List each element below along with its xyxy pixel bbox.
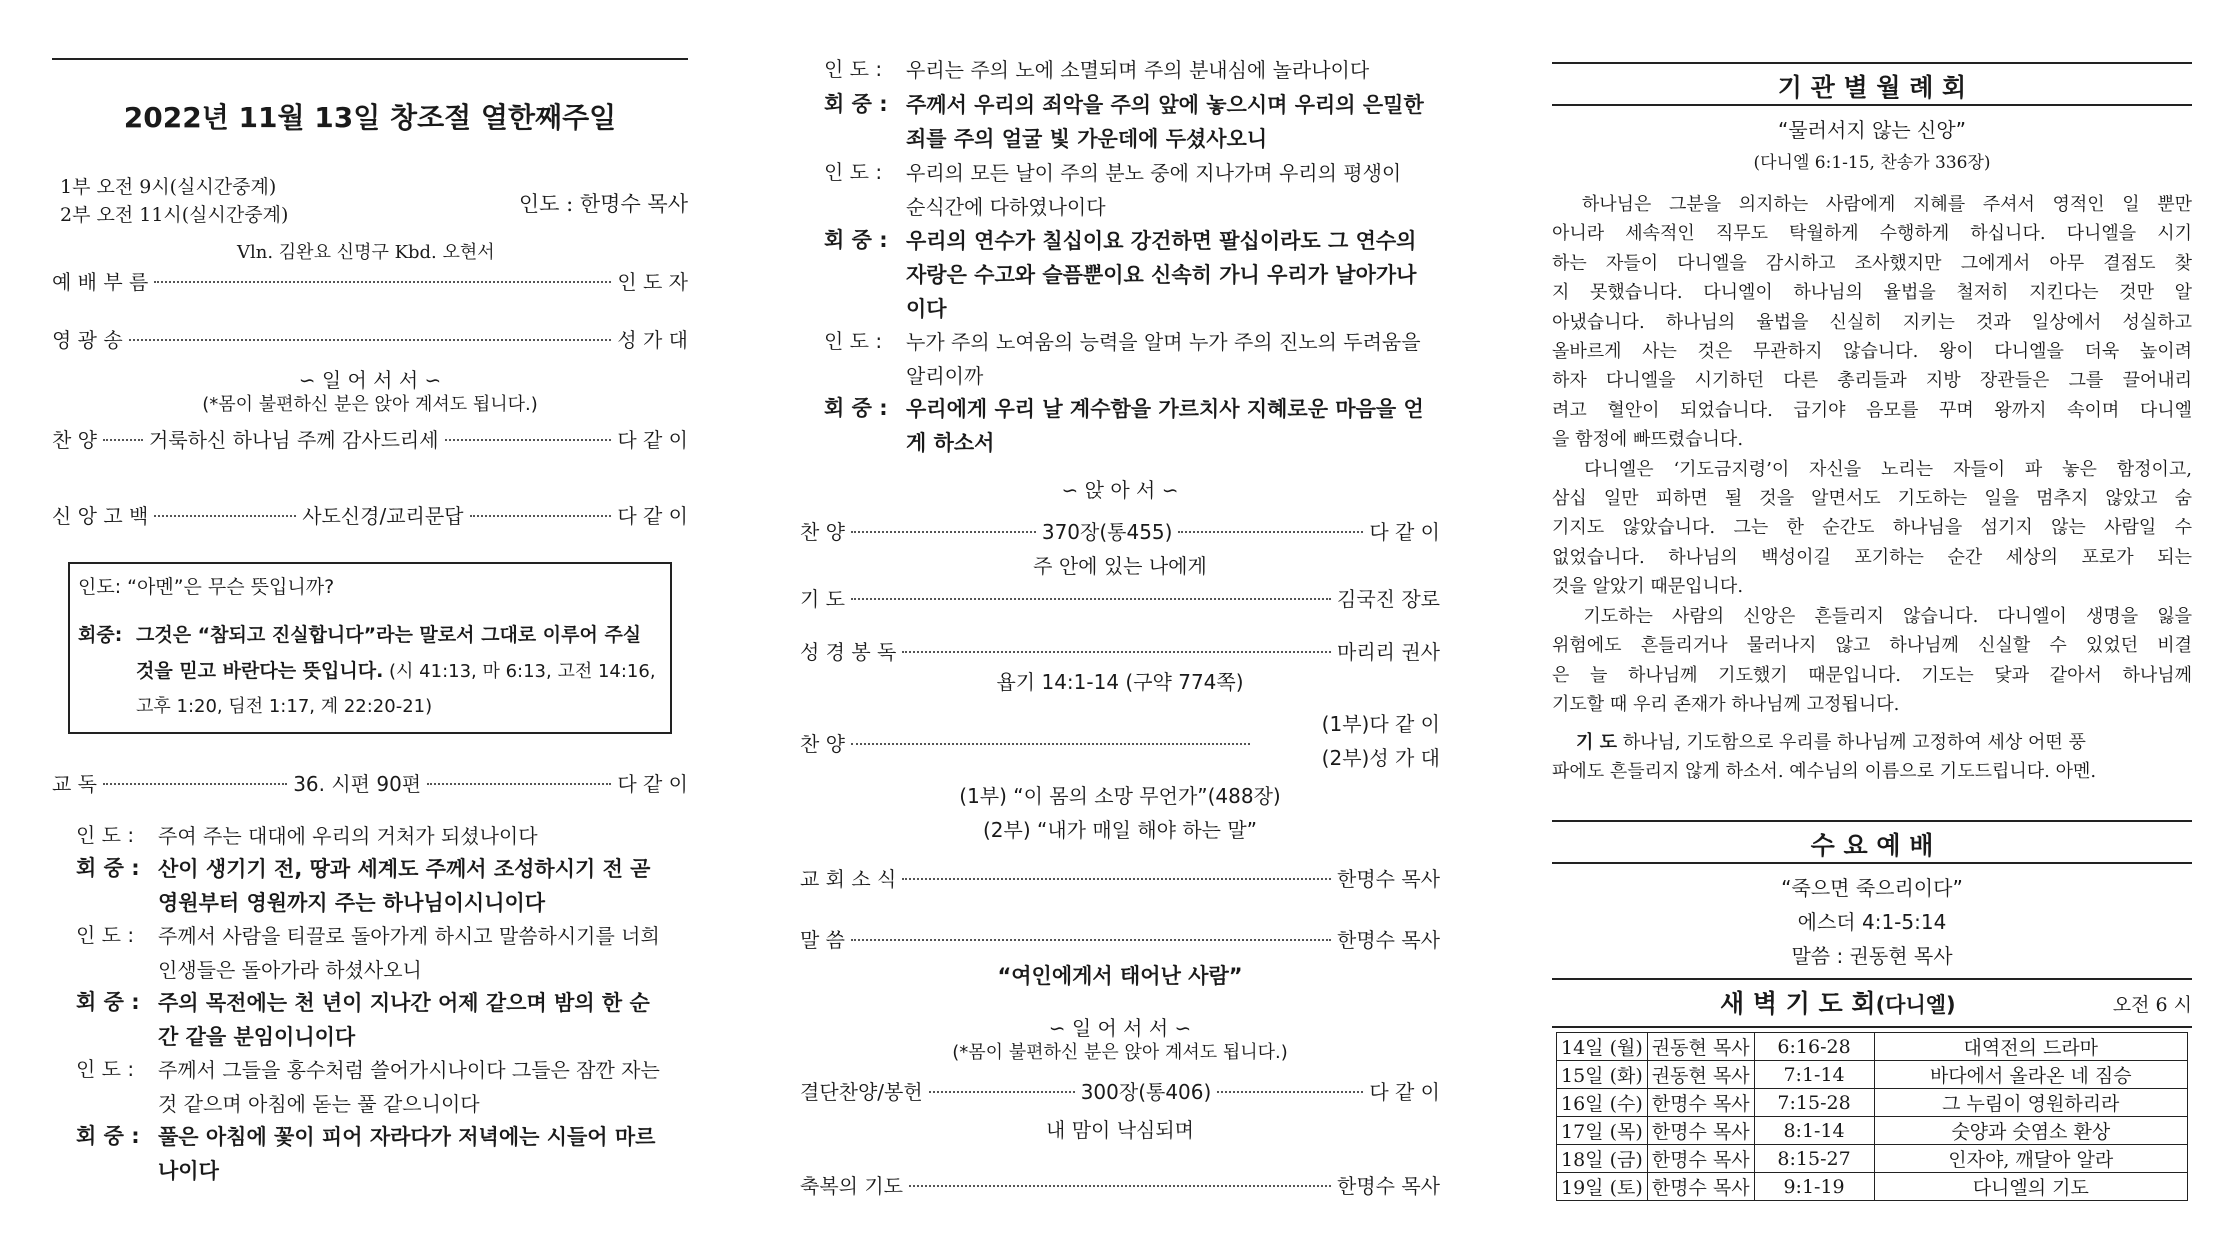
reading-congregation [824, 392, 1424, 460]
dot-leader [851, 743, 1250, 745]
schedule-passage: 8:1-14 [1754, 1117, 1874, 1145]
devotional-line: 을 함정에 빠뜨렸습니다. [1552, 429, 1744, 451]
reading-leader [824, 53, 1424, 87]
dot-leader [902, 878, 1331, 880]
hymn-title: 주 안에 있는 나에게 [1033, 554, 1207, 578]
devotional-line: 기지도 않았습니다. 그는 한 순간도 하나님을 섬기지 않는 사람일 수 [1552, 517, 2192, 539]
sit-marker: ∽ 앉 아 서 ∽ [1061, 478, 1179, 502]
prayer-text: 하나님, 기도함으로 우리를 하나님께 고정하여 세상 어떤 풍 [1622, 732, 2086, 753]
order-label: 성 경 봉 독 [800, 640, 897, 664]
schedule-preacher: 한명수 목사 [1647, 1145, 1754, 1173]
dot-leader [851, 531, 1036, 533]
reading-congregation [76, 1120, 666, 1188]
top-rule [52, 58, 688, 60]
schedule-topic: 바다에서 올라온 네 짐승 [1874, 1061, 2187, 1089]
dawn-prayer-title: 새 벽 기 도 회 [1720, 989, 1876, 1018]
order-responsive-reading [52, 768, 688, 797]
order-label: 축복의 기도 [800, 1174, 903, 1198]
order-middle: 370장(통455) [1041, 520, 1173, 544]
dawn-prayer-book: (다니엘) [1875, 993, 1956, 1017]
order-label: 교 독 [52, 772, 97, 796]
stand-marker: ∽ 일 어 서 서 ∽ [1048, 1016, 1192, 1040]
order-label: 신 앙 고 백 [52, 504, 149, 528]
dot-leader [909, 1185, 1331, 1187]
wednesday-service-title: 수 요 예 배 [1810, 831, 1934, 860]
dot-leader [929, 1091, 1075, 1093]
schedule-passage: 6:16-28 [1754, 1033, 1874, 1061]
devotional-line: 하는 자들이 다니엘을 감시하고 조사했지만 그에게서 아무 결점도 찾 [1552, 252, 2192, 274]
catechism-answer-line-2 [136, 656, 656, 683]
schedule-topic: 숫양과 숫염소 환상 [1874, 1117, 2187, 1145]
order-creed [52, 500, 688, 529]
dawn-prayer-heading [1720, 984, 1956, 1020]
order-middle: 300장(통406) [1080, 1080, 1212, 1104]
order-label: 기 도 [800, 587, 845, 611]
reading-congregation [76, 852, 666, 920]
order-right: 인 도 자 [617, 270, 688, 294]
devotional-line: 것을 알았기 때문입니다. [1552, 576, 1744, 598]
order-call-to-worship [52, 266, 688, 295]
anthem-leader-2: (2부)성 가 대 [1321, 746, 1440, 770]
dot-leader [851, 598, 1331, 600]
reading-leader [76, 819, 666, 853]
reading-speaker: 회 중 : [76, 990, 140, 1014]
reading-speaker: 인 도 : [76, 823, 135, 847]
table-row [1557, 1173, 2188, 1201]
scripture-reference: 욥기 14:1-14 (구약 774쪽) [996, 670, 1244, 694]
schedule-preacher: 권동현 목사 [1647, 1061, 1754, 1089]
reading-speaker: 회 중 : [824, 396, 888, 420]
service-time-1: 1부 오전 9시(실시간중계) [60, 176, 277, 198]
devotional-line: 기도하는 사람의 신앙은 흔들리지 않습니다. 다니엘이 생명을 잃을 [1552, 605, 2192, 627]
order-middle: 36. 시편 90편 [293, 772, 422, 796]
order-hymn-1 [52, 424, 688, 453]
order-label: 영 광 송 [52, 328, 123, 352]
catechism-answer-line-3: 고후 1:20, 딤전 1:17, 계 22:20-21) [136, 696, 433, 717]
wednesday-preacher: 말씀 : 권동현 목사 [1791, 944, 1953, 968]
prayer-line-1 [1576, 728, 2086, 757]
schedule-topic: 다니엘의 기도 [1874, 1173, 2187, 1201]
devotional-body [1552, 190, 2192, 719]
dot-leader [154, 515, 296, 517]
reading-congregation [824, 88, 1424, 156]
order-sermon [800, 924, 1440, 953]
order-hymn-2 [800, 516, 1440, 545]
reading-text: 산이 생기기 전, 땅과 세계도 주께서 조성하시기 전 곧 영원부터 영원까지 주는 하나님이시니이다 [158, 857, 651, 915]
table-row [1557, 1061, 2188, 1089]
schedule-date: 18일 (금) [1557, 1145, 1648, 1173]
order-middle: 사도신경/교리문답 [302, 504, 464, 528]
dot-leader [1178, 531, 1363, 533]
dot-leader [129, 339, 612, 341]
monthly-reference: (다니엘 6:1-15, 찬송가 336장) [1753, 153, 1991, 173]
dawn-prayer-schedule [1556, 1032, 2188, 1201]
prayer-label: 기 도 [1576, 732, 1618, 753]
section-rule [1552, 104, 2192, 106]
section-rule [1552, 978, 2192, 980]
schedule-date: 16일 (수) [1557, 1089, 1648, 1117]
section-rule [1552, 62, 2192, 64]
order-middle: 거룩하신 하나님 주께 감사드리세 [149, 428, 439, 452]
service-time-2: 2부 오전 11시(실시간중계) [60, 204, 289, 226]
stand-note: (*몸이 불편하신 분은 앉아 계셔도 됩니다.) [202, 394, 538, 415]
reading-leader [824, 325, 1424, 393]
order-right: 다 같 이 [617, 428, 688, 452]
monthly-subtitle: “물러서지 않는 신앙” [1778, 118, 1966, 142]
dot-leader [1217, 1091, 1363, 1093]
order-label: 말 씀 [800, 928, 845, 952]
devotional-line: 기도할 때 우리 존재가 하나님께 고정됩니다. [1552, 693, 1900, 715]
dot-leader [103, 783, 287, 785]
reading-text: 우리의 연수가 칠십이요 강건하면 팔십이라도 그 연수의 자랑은 수고와 슬픔뿐이요 신속히 가니 우리가 날아가나이다 [906, 229, 1417, 321]
musicians: Vln. 김완요 신명구 Kbd. 오현서 [237, 242, 495, 263]
devotional-line: 올바르게 사는 것은 무관하지 않습니다. 왕이 다니엘을 더욱 높이려 [1552, 341, 2192, 363]
devotional-line: 하자 다니엘을 시기하던 다른 총리들과 지방 장관들은 그를 끌어내리 [1552, 370, 2192, 392]
section-rule [1552, 862, 2192, 864]
schedule-preacher: 한명수 목사 [1647, 1089, 1754, 1117]
catechism-question: 인도: “아멘”은 무슨 뜻입니까? [78, 576, 335, 598]
anthem-title-2: (2부) “내가 매일 해야 하는 말” [982, 818, 1258, 842]
order-label: 교 회 소 식 [800, 867, 897, 891]
order-commitment [800, 1076, 1440, 1105]
wednesday-reference: 에스더 4:1-5:14 [1797, 910, 1947, 934]
dot-leader [470, 515, 612, 517]
reading-speaker: 회 중 : [76, 1124, 140, 1148]
reading-text: 주께서 우리의 죄악을 주의 앞에 놓으시며 우리의 은밀한 죄를 주의 얼굴 빛 가운데에 두셨사오니 [906, 93, 1424, 151]
dot-leader [427, 783, 611, 785]
devotional-line: 아냈습니다. 하나님의 율법을 신실히 지키는 것과 일상에서 성실하고 [1552, 311, 2192, 333]
reading-speaker: 인 도 : [76, 1057, 135, 1081]
devotional-line: 지 못했습니다. 다니엘이 하나님의 율법을 철저히 지킨다는 것만 알 [1552, 282, 2192, 304]
reading-speaker: 회 중 : [824, 92, 888, 116]
catechism-answer-label: 회중: [78, 624, 123, 646]
stand-marker: ∽ 일 어 서 서 ∽ [298, 368, 442, 392]
devotional-line: 은 늘 하나님께 기도했기 때문입니다. 기도는 닻과 같아서 하나님께 [1552, 664, 2192, 686]
reading-congregation [76, 986, 666, 1054]
catechism-box [68, 562, 672, 734]
devotional-line: 다니엘은 ‘기도금지령’이 자신을 노리는 자들이 파 놓은 함정이고, [1552, 458, 2192, 480]
order-right: 다 같 이 [617, 504, 689, 528]
section-rule [1552, 820, 2192, 822]
devotional-line: 없었습니다. 하나님의 백성이길 포기하는 순간 세상의 포로가 되는 [1552, 546, 2192, 568]
reading-leader [76, 1053, 666, 1121]
schedule-date: 17일 (목) [1557, 1117, 1648, 1145]
schedule-passage: 7:1-14 [1754, 1061, 1874, 1089]
schedule-preacher: 한명수 목사 [1647, 1117, 1754, 1145]
dot-leader [154, 281, 611, 283]
schedule-passage: 7:15-28 [1754, 1089, 1874, 1117]
commitment-hymn-title: 내 맘이 낙심되며 [1046, 1118, 1194, 1142]
order-label: 찬 양 [800, 520, 845, 544]
schedule-topic: 대역전의 드라마 [1874, 1033, 2187, 1061]
table-row [1557, 1145, 2188, 1173]
schedule-date: 15일 (화) [1557, 1061, 1648, 1089]
order-right: 한명수 목사 [1337, 867, 1440, 891]
reading-text: 풀은 아침에 꽃이 피어 자라다가 저녁에는 시들어 마르나이다 [158, 1125, 656, 1183]
order-label: 찬 양 [52, 428, 97, 452]
prayer-line-2: 파에도 흔들리지 않게 하소서. 예수님의 이름으로 기도드립니다. 아멘. [1552, 761, 2097, 782]
reading-leader [76, 919, 666, 987]
reading-leader [824, 156, 1424, 224]
column-1 [52, 0, 688, 1234]
reading-speaker: 인 도 : [824, 57, 883, 81]
schedule-preacher: 한명수 목사 [1647, 1173, 1754, 1201]
order-doxology [52, 324, 688, 353]
reading-text: 주께서 사람을 티끌로 돌아가게 하시고 말씀하시기를 너희 인생들은 돌아가라 하셨사오니 [158, 924, 660, 982]
anthem-title-1: (1부) “이 몸의 소망 무언가”(488장) [959, 784, 1281, 808]
schedule-passage: 8:15-27 [1754, 1145, 1874, 1173]
anthem-leader-1: (1부)다 같 이 [1321, 712, 1440, 736]
page-title: 2022년 11월 13일 창조절 열한째주일 [123, 101, 617, 134]
wednesday-subtitle: “죽으면 죽으리이다” [1781, 876, 1963, 900]
dawn-prayer-rows [1557, 1033, 2188, 1201]
dot-leader [445, 439, 612, 441]
section-rule [1552, 1026, 2192, 1028]
schedule-passage: 9:1-19 [1754, 1173, 1874, 1201]
devotional-line: 하나님은 그분을 의지하는 사람에게 지혜를 주셔서 영적인 일 뿐만 [1552, 194, 2192, 215]
dot-leader [851, 939, 1331, 941]
schedule-date: 19일 (토) [1557, 1173, 1648, 1201]
devotional-line: 삼십 일만 피하면 될 것을 알면서도 기도하는 일을 멈추지 않았고 숨 [1552, 488, 2192, 510]
catechism-answer-line-1: 그것은 “참되고 진실합니다”라는 말로서 그대로 이루어 주실 [136, 624, 642, 646]
order-right: 다 같 이 [1369, 1080, 1441, 1104]
reading-text: 주의 목전에는 천 년이 지나간 어제 같으며 밤의 한 순간 같을 분임이니이다 [158, 991, 650, 1049]
order-label: 결단찬양/봉헌 [800, 1080, 923, 1104]
order-right: 다 같 이 [617, 772, 688, 796]
dawn-prayer-time: 오전 6 시 [2112, 994, 2192, 1016]
order-scripture [800, 636, 1440, 665]
order-right: 한명수 목사 [1337, 1174, 1440, 1198]
devotional-line: 위험에도 흔들리거나 물러나지 않고 하나님께 신실할 수 있었던 비결 [1552, 635, 2192, 657]
stand-note: (*몸이 불편하신 분은 앉아 계셔도 됩니다.) [952, 1042, 1288, 1063]
table-row [1557, 1033, 2188, 1061]
schedule-date: 14일 (월) [1557, 1033, 1648, 1061]
reading-text: 주께서 그들을 홍수처럼 쓸어가시나이다 그들은 잠깐 자는 것 같으며 아침에 돋는 풀 같으니이다 [158, 1058, 660, 1116]
catechism-answer-text: 것을 믿고 바란다는 뜻입니다. [136, 660, 384, 682]
order-church-news [800, 863, 1440, 892]
reading-congregation [824, 224, 1424, 326]
reading-text: 우리에게 우리 날 계수함을 가르치사 지혜로운 마음을 얻게 하소서 [906, 397, 1424, 455]
column-2 [800, 0, 1440, 1234]
monthly-meeting-title: 기 관 별 월 례 회 [1777, 73, 1967, 102]
table-row [1557, 1117, 2188, 1145]
order-benediction [800, 1170, 1440, 1199]
column-3 [1552, 0, 2192, 1234]
dot-leader [103, 439, 143, 441]
reading-text: 주여 주는 대대에 우리의 거처가 되셨나이다 [158, 824, 538, 848]
reading-speaker: 인 도 : [824, 160, 883, 184]
order-right: 마리리 권사 [1337, 640, 1440, 664]
devotional-line: 아니라 세속적인 직무도 탁월하게 수행하게 하십니다. 다니엘을 시기 [1552, 223, 2192, 245]
reading-speaker: 인 도 : [824, 329, 883, 353]
order-right: 성 가 대 [617, 328, 688, 352]
table-row [1557, 1089, 2188, 1117]
devotional-line: 려고 혈안이 되었습니다. 급기야 음모를 꾸며 왕까지 속이며 다니엘 [1552, 399, 2192, 421]
reading-text: 누가 주의 노여움의 능력을 알며 누가 주의 진노의 두려움을 알리이까 [906, 330, 1421, 388]
reading-text: 우리는 주의 노에 소멸되며 주의 분내심에 놀라나이다 [906, 58, 1370, 82]
reading-speaker: 회 중 : [824, 228, 888, 252]
reading-speaker: 인 도 : [76, 923, 135, 947]
schedule-topic: 인자야, 깨달아 알라 [1874, 1145, 2187, 1173]
order-label: 찬 양 [800, 732, 845, 756]
schedule-preacher: 권동현 목사 [1647, 1033, 1754, 1061]
order-right: 다 같 이 [1369, 520, 1440, 544]
order-right: 김국진 장로 [1337, 587, 1440, 611]
order-right: 한명수 목사 [1337, 928, 1440, 952]
leader-info: 인도 : 한명수 목사 [518, 192, 688, 216]
catechism-refs: (시 41:13, 마 6:13, 고전 14:16, [383, 661, 656, 682]
order-label: 예 배 부 름 [52, 270, 149, 294]
reading-text: 우리의 모든 날이 주의 분노 중에 지나가며 우리의 평생이 순식간에 다하였나이다 [906, 161, 1402, 219]
order-prayer [800, 583, 1440, 612]
schedule-topic: 그 누림이 영원하리라 [1874, 1089, 2187, 1117]
reading-speaker: 회 중 : [76, 856, 140, 880]
dot-leader [902, 651, 1331, 653]
sermon-title: “여인에게서 태어난 사람” [997, 964, 1243, 988]
